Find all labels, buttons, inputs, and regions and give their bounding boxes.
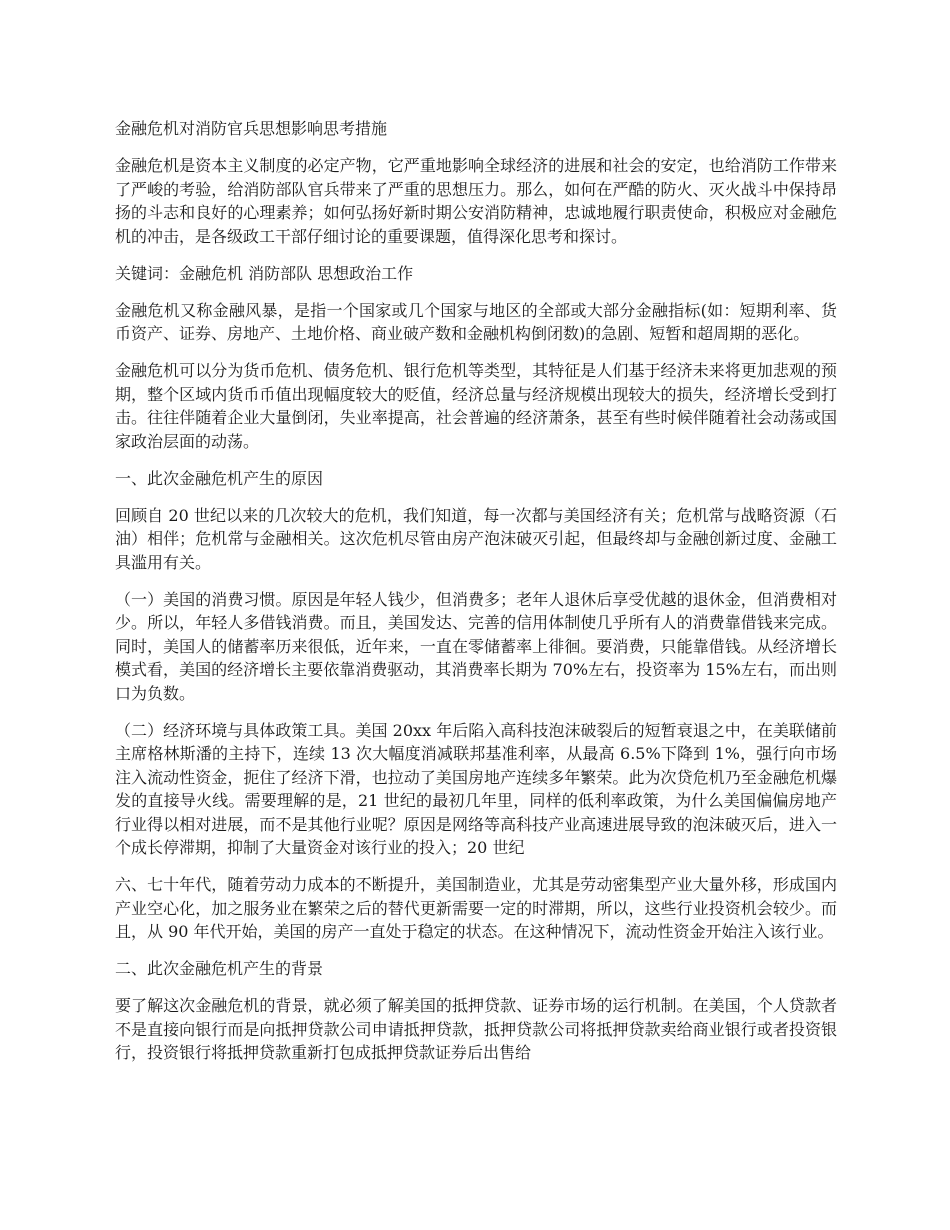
section-heading-background: 二、此次金融危机产生的背景 — [115, 959, 324, 978]
paragraph-keywords: 关键词：金融危机 消防部队 思想政治工作 — [115, 263, 414, 283]
document-page — [115, 117, 837, 1078]
paragraph-consumption: （一）美国的消费习惯。原因是年轻人钱少，但消费多；老年人退休后享受优越的退休金，但消费相对少。所以，年轻人多借钱消费。而且，美国发达、完善的信用体制使几乎所有人的消费靠借钱来完成。同时，美国人的储蓄率历来很低，近年来，一直在零储蓄率上徘徊。要消费，只能靠借钱。从经济增长模式看，美国的经济增长主要依靠消费驱动，其消费率长期为 70%左右，投资率为 15%左右，而出则口为负数。 — [115, 589, 837, 703]
paragraph-types: 金融危机可以分为货币危机、债务危机、银行危机等类型，其特征是人们基于经济未来将更加悲观的预期，整个区域内货币币值出现幅度较大的贬值，经济总量与经济规模出现较大的损失，经济增长受到打击。往往伴随着企业大量倒闭，失业率提高，社会普遍的经济萧条，甚至有些时候伴随着社会动荡或国家政治层面的动荡。 — [115, 361, 837, 451]
paragraph-manufacturing: 六、七十年代，随着劳动力成本的不断提升，美国制造业，尤其是劳动密集型产业大量外移，形成国内产业空心化，加之服务业在繁荣之后的替代更新需要一定的时滞期，所以，这些行业投资机会较少。而且，从 90 年代开始，美国的房产一直处于稳定的状态。在这种情况下，流动性资金开始注入该行业。 — [115, 875, 837, 941]
section-heading-causes: 一、此次金融危机产生的原因 — [115, 468, 324, 488]
paragraph-review: 回顾自 20 世纪以来的几次较大的危机，我们知道，每一次都与美国经济有关；危机常与战略资源（石油）相伴；危机常与金融相关。这次危机尽管由房产泡沫破灭引起，但最终却与金融创新过度、金融工具滥用有关。 — [115, 505, 837, 572]
paragraph-mortgage: 要了解这次金融危机的背景，就必须了解美国的抵押贷款、证券市场的运行机制。在美国，个人贷款者不是直接向银行而是向抵押贷款公司申请抵押贷款，抵押贷款公司将抵押贷款卖给商业银行或者投资银行，投资银行将抵押贷款重新打包成抵押贷款证券后出售给 — [115, 996, 837, 1062]
paragraph-abstract: 金融危机是资本主义制度的必定产物，它严重地影响全球经济的进展和社会的安定，也给消防工作带来了严峻的考验，给消防部队官兵带来了严重的思想压力。那么，如何在严酷的防火、灭火战斗中保持昂扬的斗志和良好的心理素养；如何弘扬好新时期公安消防精神，忠诚地履行职责使命，积极应对金融危机的冲击，是各级政工干部仔细讨论的重要课题，值得深化思考和探讨。 — [115, 156, 837, 246]
paragraph-definition: 金融危机又称金融风暴，是指一个国家或几个国家与地区的全部或大部分金融指标(如：短期利率、货币资产、证券、房地产、土地价格、商业破产数和金融机构倒闭数)的急剧、短暂和超周期的恶化。 — [115, 300, 837, 343]
paragraph-policy: （二）经济环境与具体政策工具。美国 20xx 年后陷入高科技泡沫破裂后的短暂衰退之中，在美联储前主席格林斯潘的主持下，连续 13 次大幅度消减联邦基准利率，从最高 6.5%下降到 1%，强行向市场注入流动性资金，扼住了经济下滑，也拉动了美国房地产连续多年繁荣。此为次贷危机乃至金融危机爆发的直接导火线。需要理解的是，21 世纪的最初几年里，同样的低利率政策，为什么美国偏偏房地产行业得以相对进展，而不是其他行业呢？原因是网络等高科技产业高速进展导致的泡沫破灭后，进入一个成长停滞期，抑制了大量资金对该行业的投入；20 世纪 — [115, 720, 837, 857]
document-title: 金融危机对消防官兵思想影响思考措施 — [115, 119, 388, 138]
